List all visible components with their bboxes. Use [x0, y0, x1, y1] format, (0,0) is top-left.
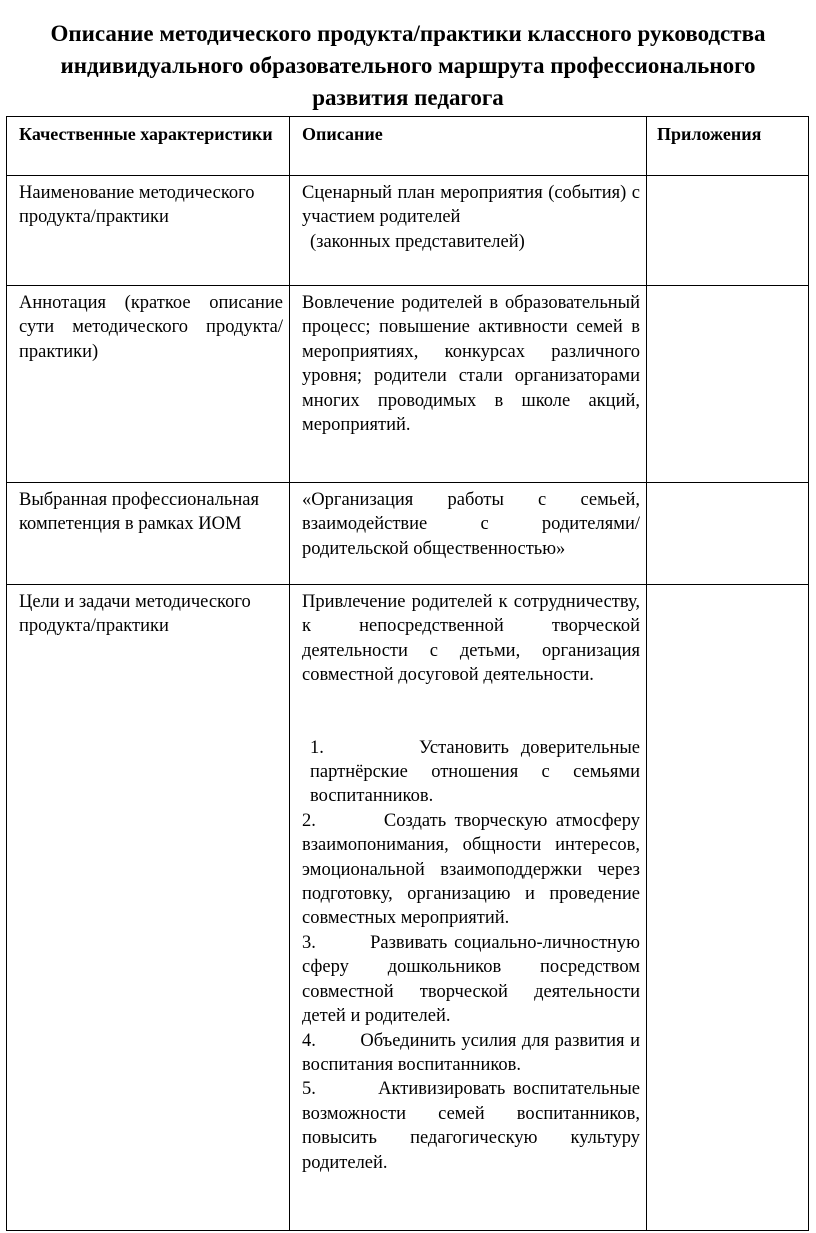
header-characteristics: Качественные характеристики: [7, 117, 290, 176]
title-line-1: Описание методического продукта/практики классного руководства: [50, 21, 766, 46]
row-desc-name-text-2: (законных представителей): [310, 231, 525, 252]
table-row: [7, 585, 809, 1231]
row-label-competence: Выбранная профессиональная компетенция в рамках ИОМ: [7, 483, 290, 585]
header-description: Описание: [290, 117, 647, 176]
row-attach-annotation: [647, 286, 809, 483]
goal-text: Привлечение родителей к сотрудничеству, к непосредственной творческой деятельности с детьми, организация совместной досуговой деятельности.: [302, 592, 640, 686]
row-label-goals: Цели и задачи методического продукта/практики: [7, 585, 290, 1231]
row-desc-name: [290, 176, 647, 286]
task-item-3: 3. Развивать социально-личностную сферу дошкольников посредством совместной творческой деятельности детей и родителей.: [302, 932, 640, 1027]
page-title: [10, 18, 806, 114]
row-desc-competence: «Организация работы с семьей, взаимодействие с родителями/родительской общественностью»: [290, 483, 647, 585]
header-attachments: Приложения: [647, 117, 809, 176]
task-item-5: 5. Активизировать воспитательные возможности семей воспитанников, повысить педагогическую культуру родителей.: [302, 1079, 640, 1173]
task-item-4: 4. Объединить усилия для развития и воспитания воспитанников.: [302, 1030, 640, 1075]
row-label-name: Наименование методического продукта/практики: [7, 176, 290, 286]
methodical-product-table: [6, 116, 809, 1231]
title-line-2: индивидуального образовательного маршрута профессионального: [60, 53, 756, 78]
row-desc-annotation: Вовлечение родителей в образовательный процесс; повышение активности семей в мероприятиях, конкурсах различного уровня; родители стали организаторами многих проводимых в школе акций, мероприятий.: [290, 286, 647, 483]
row-attach-name: [647, 176, 809, 286]
row-desc-name-text: Сценарный план мероприятия (события) с участием родителей: [302, 183, 640, 228]
table-row: [7, 176, 809, 286]
row-attach-competence: [647, 483, 809, 585]
row-attach-goals: [647, 585, 809, 1231]
title-line-3: развития педагога: [312, 85, 504, 110]
row-desc-goals: [290, 585, 647, 1231]
task-item-1: 1. Установить доверительные партнёрские отношения с семьями воспитанников.: [310, 737, 640, 807]
row-label-annotation: Аннотация (краткое описание сути методического продукта/практики): [7, 286, 290, 483]
table-row: [7, 286, 809, 483]
task-item-2: 2. Создать творческую атмосферу взаимопонимания, общности интересов, эмоциональной взаимоподдержки через подготовку, организацию и проведение совместных мероприятий.: [302, 810, 640, 929]
table-row: [7, 483, 809, 585]
table-header-row: [7, 117, 809, 176]
